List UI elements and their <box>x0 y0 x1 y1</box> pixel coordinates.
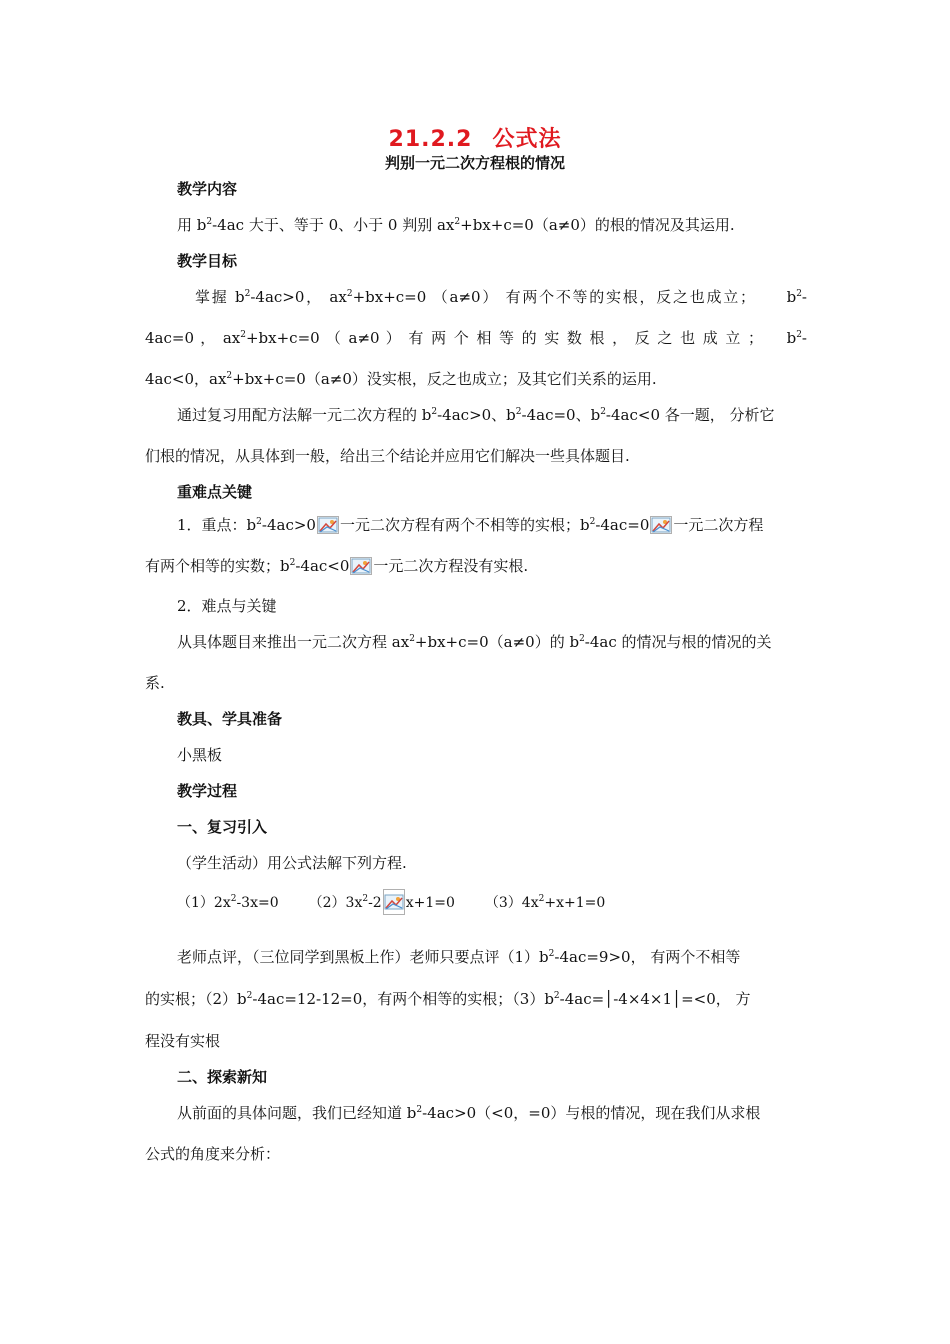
section-heading-process: 教学过程 <box>177 782 238 800</box>
broken-image-icon <box>317 516 339 534</box>
goal-line-4: 通过复习用配方法解一元二次方程的 $b^2-4ac>0$、$b^2-4ac=0$、$b^2-4ac<0$ 各一题， 分析它 <box>177 406 775 424</box>
section-heading-key: 重难点关键 <box>177 483 253 501</box>
content-paragraph: 用 $b^2-4ac$ 大于、等于 0、小于 0 判别 $ax^2+bx+c=0(a\ne 0)$的根的情况及其运用. <box>177 216 735 234</box>
page-title <box>0 122 950 153</box>
equation-3: $(3)4x^2+x+1=0$ <box>484 894 606 911</box>
goal-line-3: 4ac<0，$ax^2+bx+c=0(a\ne 0)$没实根，反之也成立；及其它们关系的运用. <box>145 370 657 388</box>
section-heading-content: 教学内容 <box>177 180 238 198</box>
review-activity: （学生活动）用公式法解下列方程. <box>177 854 407 872</box>
goal-line-5: 们根的情况，从具体到一般，给出三个结论并应用它们解决一些具体题目. <box>145 447 630 465</box>
goal-line-2: 4ac=0 ， $ax^2+bx+c=0$ （ a≠0 ） 有 两 个 相 等 的 实 数 根 ， 反 之 也 成 立 ； $b^2-$ <box>145 329 807 347</box>
section-heading-explore: 二、探索新知 <box>177 1068 268 1086</box>
tools-text: 小黑板 <box>177 746 223 764</box>
broken-image-icon <box>350 557 372 575</box>
goal-line-1: 掌握 $b^2-4ac>0$， $ax^2+bx+c=0$ （a≠0） 有两个不等的实根，反之也成立； $b^2-$ <box>195 288 807 306</box>
equation-1: $(1)2x^2-3x=0$ <box>177 894 279 911</box>
broken-image-icon <box>383 889 405 915</box>
review-comment-1: 老师点评，（三位同学到黑板上作）老师只要点评$(1)b^2-4ac=9>0$， 有两个不相等 <box>177 948 741 966</box>
key-line-1: 1．重点：$b^2-4ac>0$ 一元二次方程有两个不相等的实根；$b^2-4ac=0$ 一元二次方程 <box>177 516 764 534</box>
equation-2: $(2)3x^2-2$ x+1=0 <box>309 895 455 911</box>
section-heading-review: 一、复习引入 <box>177 818 268 836</box>
title-number: 21.2.2 <box>388 127 473 152</box>
review-comment-3: 程没有实根 <box>145 1032 221 1050</box>
section-heading-tools: 教具、学具准备 <box>177 710 283 728</box>
section-heading-goal: 教学目标 <box>177 252 238 270</box>
explore-line-2: 公式的角度来分析： <box>145 1145 281 1163</box>
explore-line-1: 从前面的具体问题，我们已经知道 $b^2-4ac>0(<0$，=0）与根的情况，现在我们从求根 <box>177 1104 761 1122</box>
key-line-5: 系. <box>145 674 165 692</box>
page-subtitle: 判别一元二次方程根的情况 <box>384 154 565 172</box>
title-text: 公式法 <box>492 127 562 152</box>
broken-image-icon <box>650 516 672 534</box>
review-equations <box>177 889 807 915</box>
review-comment-2: 的实根；$(2)b^2-4ac=12-12=0$，有两个相等的实根；$(3)b^2-4ac=│-4\times 4\times 1│=<0$， 方 <box>145 990 751 1008</box>
key-line-4: 从具体题目来推出一元二次方程 $ax^2+bx+c=0(a\ne 0)$的 $b^2-4ac$ 的情况与根的情况的关 <box>177 633 772 651</box>
key-line-3: 2．难点与关键 <box>177 597 277 615</box>
key-line-2: 有两个相等的实数；$b^2-4ac<0$ 一元二次方程没有实根. <box>145 557 529 575</box>
